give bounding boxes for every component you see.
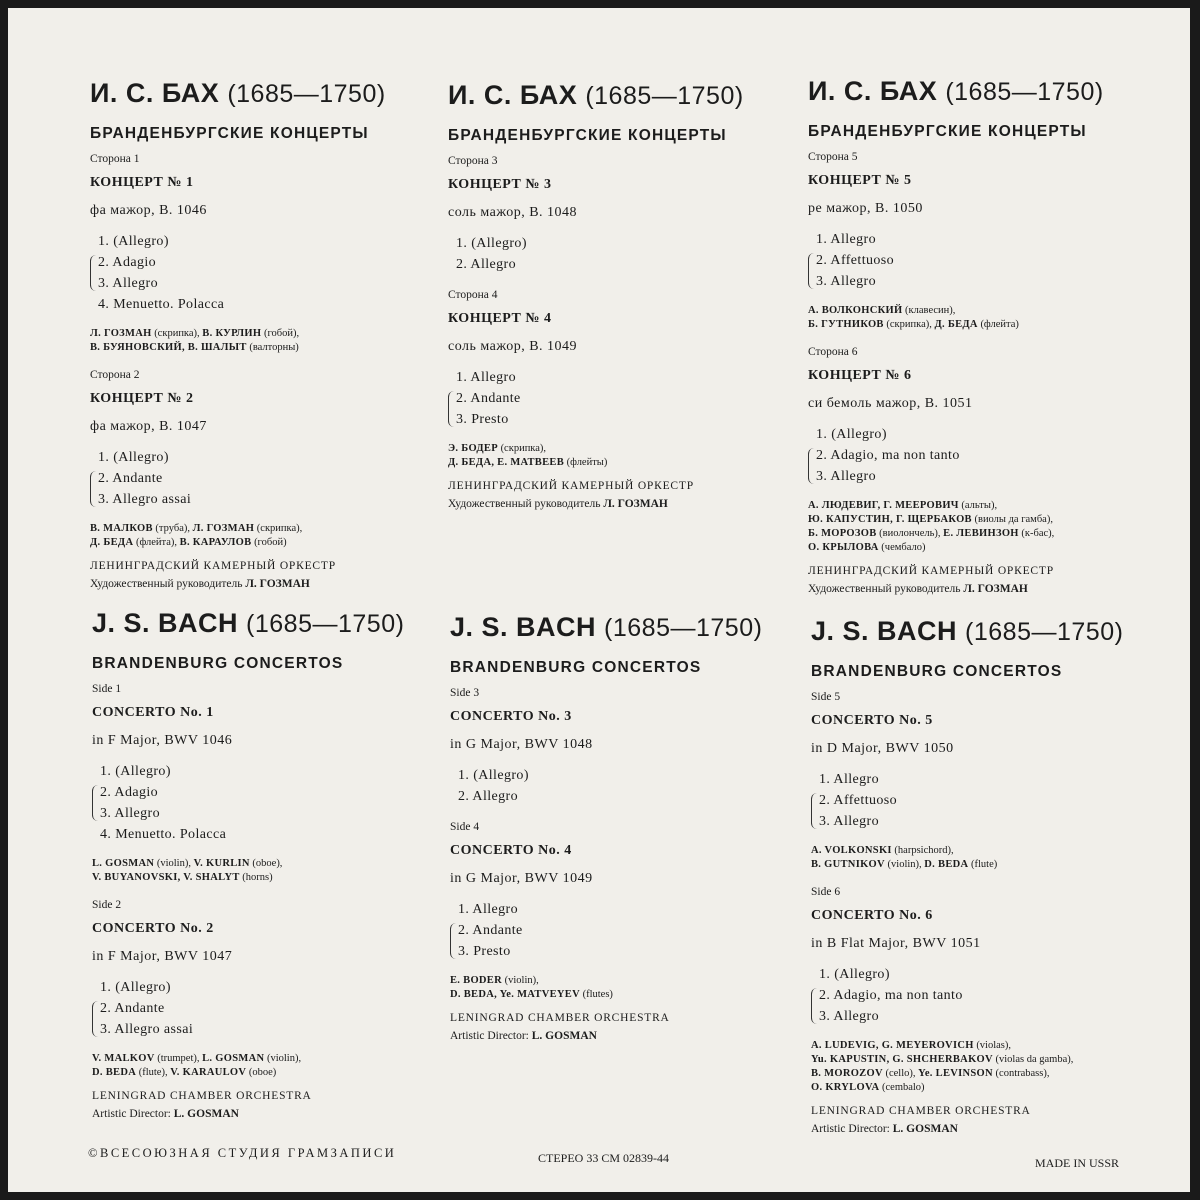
performer-name: E. BODER — [450, 975, 502, 986]
movement-item: 1. (Allegro) — [456, 236, 527, 251]
artistic-director — [90, 578, 386, 590]
performer-instrument: (cembalo) — [879, 1082, 925, 1093]
performer-line — [811, 1053, 1123, 1067]
performer-line — [448, 456, 744, 470]
concerto-key: in G Major, BWV 1048 — [450, 737, 593, 752]
movement-item: 2. Affettuoso — [816, 253, 895, 268]
performer-instrument: (oboe), — [249, 858, 283, 869]
concerto-title: КОНЦЕРТ № 6 — [808, 368, 912, 383]
performer-instrument: (чембало) — [878, 542, 926, 553]
performer-name: Э. БОДЕР — [448, 443, 498, 454]
performer-line — [448, 442, 744, 456]
composer-heading — [92, 608, 404, 639]
composer-name: J. S. BACH — [450, 612, 597, 642]
performer-instrument: (гобой), — [261, 328, 300, 339]
performer-instrument: (trumpet), — [154, 1053, 203, 1064]
performer-instrument: (флейта) — [977, 319, 1019, 330]
performer-instrument: (труба), — [152, 523, 193, 534]
concerto-key: ре мажор, B. 1050 — [808, 201, 923, 216]
performer-line — [808, 527, 1104, 541]
composer-name: И. С. БАХ — [448, 80, 578, 110]
performer-instrument: (flute) — [968, 859, 998, 870]
movement-item: 1. Allegro — [816, 232, 876, 247]
movement-list — [811, 964, 1123, 1027]
performer-line — [808, 499, 1104, 513]
director-label: Artistic Director: — [811, 1123, 890, 1135]
performer-name: D. BEDA — [924, 859, 969, 870]
artistic-director — [811, 1123, 1123, 1135]
concerto-key: соль мажор, B. 1048 — [448, 205, 578, 220]
performer-instrument: (contrabass), — [992, 1068, 1050, 1079]
concerto-title: КОНЦЕРТ № 5 — [808, 173, 912, 188]
movement-item: 1. (Allegro) — [100, 764, 171, 779]
performer-line — [808, 513, 1104, 527]
concerto-key: in F Major, BWV 1047 — [92, 949, 233, 964]
movement-item: 2. Affettuoso — [819, 793, 898, 808]
performer-name: В. МАЛКОВ — [90, 523, 153, 534]
artistic-director — [808, 583, 1104, 595]
performer-instrument: (гобой) — [251, 537, 287, 548]
catalog-number: СТЕРЕО 33 СМ 02839-44 — [538, 1151, 670, 1165]
performer-line — [811, 844, 1123, 858]
composer-years: (1685—1750) — [604, 614, 763, 642]
performer-line — [808, 541, 1104, 555]
composer-years: (1685—1750) — [945, 78, 1104, 106]
performer-line — [90, 341, 386, 355]
director-name: L. GOSMAN — [173, 1108, 239, 1120]
performer-name: B. MOROZOV — [811, 1068, 883, 1079]
movement-item: 3. Presto — [458, 944, 511, 959]
performer-instrument: (виолончель), — [876, 528, 944, 539]
concerto-key: in F Major, BWV 1046 — [92, 733, 233, 748]
director-name: L. GOSMAN — [892, 1123, 958, 1135]
collection-title: BRANDENBURG CONCERTOS — [811, 663, 1063, 680]
performer-name: В. БУЯНОВСКИЙ, В. ШАЛЫТ — [90, 342, 247, 353]
brace-mark — [808, 448, 815, 484]
performer-name: В. КАРАУЛОВ — [179, 537, 252, 548]
director-name: Л. ГОЗМАН — [603, 498, 668, 510]
orchestra-name: ЛЕНИНГРАДСКИЙ КАМЕРНЫЙ ОРКЕСТР — [808, 565, 1054, 577]
performer-name: Е. ЛЕВИНЗОН — [943, 528, 1019, 539]
orchestra-name: LENINGRAD CHAMBER ORCHESTRA — [92, 1090, 312, 1102]
performer-name: Д. БЕДА — [90, 537, 134, 548]
performer-name: Yu. KAPUSTIN, G. SHCHERBAKOV — [811, 1054, 993, 1065]
movement-item: 1. (Allegro) — [816, 427, 887, 442]
movement-list — [450, 899, 762, 962]
performer-name: V. KARAULOV — [170, 1067, 247, 1078]
orchestra-name: LENINGRAD CHAMBER ORCHESTRA — [450, 1012, 670, 1024]
movement-item: 2. Allegro — [458, 789, 518, 804]
performer-line — [90, 522, 386, 536]
performer-instrument: (violas), — [973, 1040, 1012, 1051]
concerto-key: соль мажор, B. 1049 — [448, 339, 578, 354]
performer-name: Л. ГОЗМАН — [90, 328, 152, 339]
performer-instrument: (клавесин), — [902, 305, 956, 316]
performer-name: А. ВОЛКОНСКИЙ — [808, 305, 903, 316]
artistic-director — [448, 498, 744, 510]
collection-title: BRANDENBURG CONCERTOS — [92, 655, 344, 672]
composer-name: J. S. BACH — [92, 608, 239, 638]
brace-mark — [90, 255, 97, 291]
movement-item: 2. Andante — [458, 923, 523, 938]
performer-name: A. VOLKONSKI — [811, 845, 892, 856]
movement-item: 2. Adagio, ma non tanto — [816, 448, 960, 463]
movement-item: 3. Allegro — [819, 1009, 879, 1024]
performers-list — [90, 522, 386, 550]
composer-heading — [450, 612, 762, 643]
performer-instrument: (violin), — [154, 858, 194, 869]
concerto-key: in B Flat Major, BWV 1051 — [811, 936, 981, 951]
movement-list — [811, 769, 1123, 832]
performer-instrument: (флейта), — [133, 537, 180, 548]
movement-item: 2. Adagio, ma non tanto — [819, 988, 963, 1003]
performer-name: О. КРЫЛОВА — [808, 542, 879, 553]
concerto-title: CONCERTO No. 2 — [92, 921, 214, 936]
director-name: L. GOSMAN — [531, 1030, 597, 1042]
composer-heading — [90, 78, 386, 109]
composer-heading — [448, 80, 744, 111]
column-en-side-3-4 — [450, 612, 762, 1042]
performers-list — [811, 844, 1123, 872]
performer-line — [92, 871, 404, 885]
movement-list — [92, 977, 404, 1040]
performer-name: V. MALKOV — [92, 1053, 155, 1064]
performer-instrument: (валторны) — [246, 342, 299, 353]
movement-item: 2. Allegro — [456, 257, 516, 272]
performer-instrument: (скрипка), — [497, 443, 547, 454]
performer-line — [811, 1039, 1123, 1053]
movement-item: 3. Allegro — [819, 814, 879, 829]
side-label: Side 6 — [811, 886, 841, 898]
movement-item: 3. Allegro assai — [98, 492, 192, 507]
collection-title: BRANDENBURG CONCERTOS — [450, 659, 702, 676]
movement-list — [90, 447, 386, 510]
brace-mark — [811, 988, 818, 1024]
composer-years: (1685—1750) — [965, 618, 1124, 646]
performer-instrument: (violin), — [502, 975, 539, 986]
movement-list — [808, 424, 1104, 487]
director-name: Л. ГОЗМАН — [963, 583, 1028, 595]
performer-line — [92, 1066, 404, 1080]
performer-instrument: (скрипка), — [151, 328, 203, 339]
brace-mark — [92, 785, 99, 821]
column-ru-side-3-4 — [448, 80, 744, 510]
movement-list — [90, 231, 386, 315]
director-label: Художественный руководитель — [448, 498, 601, 510]
brace-mark — [92, 1001, 99, 1037]
performer-line — [450, 974, 762, 988]
side-label: Side 1 — [92, 683, 122, 695]
concerto-key: in G Major, BWV 1049 — [450, 871, 593, 886]
made-in-label: MADE IN USSR — [1035, 1156, 1120, 1170]
movement-item: 1. Allegro — [819, 772, 879, 787]
performers-list — [808, 304, 1104, 332]
collection-title: БРАНДЕНБУРГСКИЕ КОНЦЕРТЫ — [90, 125, 369, 142]
performer-name: В. КУРЛИН — [202, 328, 262, 339]
composer-name: J. S. BACH — [811, 616, 958, 646]
movement-list — [448, 233, 744, 275]
director-label: Artistic Director: — [92, 1108, 171, 1120]
performer-line — [90, 327, 386, 341]
performer-name: Ye. LEVINSON — [918, 1068, 993, 1079]
performer-line — [808, 318, 1104, 332]
performer-instrument: (oboe) — [246, 1067, 277, 1078]
director-label: Artistic Director: — [450, 1030, 529, 1042]
performer-instrument: (скрипка), — [254, 523, 303, 534]
performers-list — [811, 1039, 1123, 1095]
orchestra-name: ЛЕНИНГРАДСКИЙ КАМЕРНЫЙ ОРКЕСТР — [448, 480, 694, 492]
performer-instrument: (cello), — [882, 1068, 919, 1079]
column-en-side-1-2 — [92, 608, 404, 1120]
movement-item: 3. Allegro — [816, 469, 876, 484]
performers-list — [90, 327, 386, 355]
performer-instrument: (violas da gamba), — [992, 1054, 1074, 1065]
record-back-cover — [8, 8, 1190, 1192]
performer-name: O. KRYLOVA — [811, 1082, 880, 1093]
performers-list — [448, 442, 744, 470]
concerto-title: CONCERTO No. 1 — [92, 705, 214, 720]
column-ru-side-5-6 — [808, 76, 1104, 595]
movement-item: 2. Andante — [98, 471, 163, 486]
performer-instrument: (flute), — [136, 1067, 171, 1078]
collection-title: БРАНДЕНБУРГСКИЕ КОНЦЕРТЫ — [448, 127, 727, 144]
movement-item: 3. Presto — [456, 412, 509, 427]
concerto-title: КОНЦЕРТ № 1 — [90, 175, 194, 190]
performer-name: D. BEDA — [92, 1067, 137, 1078]
composer-years: (1685—1750) — [227, 80, 386, 108]
performer-name: B. GUTNIKOV — [811, 859, 885, 870]
concerto-key: фа мажор, B. 1047 — [90, 419, 207, 434]
concerto-title: CONCERTO No. 5 — [811, 713, 933, 728]
side-label: Сторона 2 — [90, 369, 140, 381]
movement-list — [448, 367, 744, 430]
performer-instrument: (horns) — [239, 872, 273, 883]
performer-name: D. BEDA, Ye. MATVEYEV — [450, 989, 580, 1000]
side-label: Сторона 3 — [448, 155, 498, 167]
performer-instrument: (violin), — [884, 859, 925, 870]
concerto-title: CONCERTO No. 4 — [450, 843, 572, 858]
director-label: Художественный руководитель — [808, 583, 961, 595]
column-ru-side-1-2 — [90, 78, 386, 590]
performer-name: V. KURLIN — [193, 858, 250, 869]
performer-name: A. LUDEVIG, G. MEYEROVICH — [811, 1040, 974, 1051]
brace-mark — [808, 253, 815, 289]
side-label: Сторона 5 — [808, 151, 858, 163]
movement-item: 2. Adagio — [100, 785, 159, 800]
concerto-title: CONCERTO No. 6 — [811, 908, 933, 923]
concerto-key: in D Major, BWV 1050 — [811, 741, 954, 756]
director-label: Художественный руководитель — [90, 578, 243, 590]
performer-line — [90, 536, 386, 550]
side-label: Сторона 4 — [448, 289, 498, 301]
movement-list — [808, 229, 1104, 292]
movement-item: 1. Allegro — [458, 902, 518, 917]
brace-mark — [448, 391, 455, 427]
performer-instrument: (harpsichord), — [891, 845, 954, 856]
orchestra-name: LENINGRAD CHAMBER ORCHESTRA — [811, 1105, 1031, 1117]
performer-name: Л. ГОЗМАН — [192, 523, 255, 534]
performers-list — [92, 857, 404, 885]
director-name: Л. ГОЗМАН — [245, 578, 310, 590]
movement-item: 2. Andante — [100, 1001, 165, 1016]
concerto-title: КОНЦЕРТ № 3 — [448, 177, 552, 192]
concerto-title: КОНЦЕРТ № 2 — [90, 391, 194, 406]
column-en-side-5-6 — [811, 616, 1123, 1135]
composer-name: И. С. БАХ — [808, 76, 938, 106]
orchestra-name: ЛЕНИНГРАДСКИЙ КАМЕРНЫЙ ОРКЕСТР — [90, 560, 336, 572]
performer-name: Ю. КАПУСТИН, Г. ЩЕРБАКОВ — [808, 514, 972, 525]
concerto-title: CONCERTO No. 3 — [450, 709, 572, 724]
performer-name: Д. БЕДА — [934, 319, 978, 330]
movement-item: 1. (Allegro) — [98, 450, 169, 465]
brace-mark — [90, 471, 97, 507]
movement-list — [450, 765, 762, 807]
movement-item: 2. Adagio — [98, 255, 157, 270]
composer-years: (1685—1750) — [246, 610, 405, 638]
side-label: Side 3 — [450, 687, 480, 699]
performer-instrument: (альты), — [958, 500, 998, 511]
side-label: Side 4 — [450, 821, 480, 833]
side-label: Side 5 — [811, 691, 841, 703]
composer-name: И. С. БАХ — [90, 78, 220, 108]
performer-line — [811, 1081, 1123, 1095]
brace-mark — [811, 793, 818, 829]
movement-list — [92, 761, 404, 845]
performer-line — [811, 1067, 1123, 1081]
performer-instrument: (виолы да гамба), — [971, 514, 1053, 525]
concerto-key: фа мажор, B. 1046 — [90, 203, 207, 218]
performers-list — [450, 974, 762, 1002]
movement-item: 3. Allegro assai — [100, 1022, 194, 1037]
studio-label: ©ВСЕСОЮЗНАЯ СТУДИЯ ГРАМЗАПИСИ — [88, 1146, 397, 1160]
movement-item: 1. (Allegro) — [819, 967, 890, 982]
side-label: Сторона 1 — [90, 153, 140, 165]
movement-item: 1. (Allegro) — [458, 768, 529, 783]
movement-item: 1. (Allegro) — [98, 234, 169, 249]
concerto-key: си бемоль мажор, B. 1051 — [808, 396, 973, 411]
movement-item: 3. Allegro — [100, 806, 160, 821]
composer-heading — [808, 76, 1104, 107]
brace-mark — [450, 923, 457, 959]
performer-line — [450, 988, 762, 1002]
performer-instrument: (скрипка), — [883, 319, 935, 330]
movement-item: 2. Andante — [456, 391, 521, 406]
side-label: Сторона 6 — [808, 346, 858, 358]
composer-years: (1685—1750) — [585, 82, 744, 110]
performer-line — [808, 304, 1104, 318]
performer-name: Б. МОРОЗОВ — [808, 528, 877, 539]
artistic-director — [450, 1030, 762, 1042]
performer-name: Б. ГУТНИКОВ — [808, 319, 884, 330]
concerto-title: КОНЦЕРТ № 4 — [448, 311, 552, 326]
movement-item: 3. Allegro — [98, 276, 158, 291]
performer-line — [92, 857, 404, 871]
performer-line — [811, 858, 1123, 872]
artistic-director — [92, 1108, 404, 1120]
performer-name: L. GOSMAN — [92, 858, 155, 869]
performer-name: V. BUYANOVSKI, V. SHALYT — [92, 872, 240, 883]
movement-item: 3. Allegro — [816, 274, 876, 289]
side-label: Side 2 — [92, 899, 122, 911]
performer-name: Д. БЕДА, Е. МАТВЕЕВ — [448, 457, 565, 468]
movement-item: 4. Menuetto. Polacca — [98, 297, 225, 312]
collection-title: БРАНДЕНБУРГСКИЕ КОНЦЕРТЫ — [808, 123, 1087, 140]
performer-name: L. GOSMAN — [202, 1053, 265, 1064]
composer-heading — [811, 616, 1123, 647]
performer-instrument: (flutes) — [579, 989, 613, 1000]
performer-line — [92, 1052, 404, 1066]
movement-item: 4. Menuetto. Polacca — [100, 827, 227, 842]
performer-instrument: (флейты) — [564, 457, 608, 468]
performer-instrument: (violin), — [264, 1053, 302, 1064]
movement-item: 1. (Allegro) — [100, 980, 171, 995]
performers-list — [808, 499, 1104, 555]
movement-item: 1. Allegro — [456, 370, 516, 385]
performers-list — [92, 1052, 404, 1080]
performer-instrument: (к-бас), — [1018, 528, 1055, 539]
performer-name: А. ЛЮДЕВИГ, Г. МЕЕРОВИЧ — [808, 500, 959, 511]
